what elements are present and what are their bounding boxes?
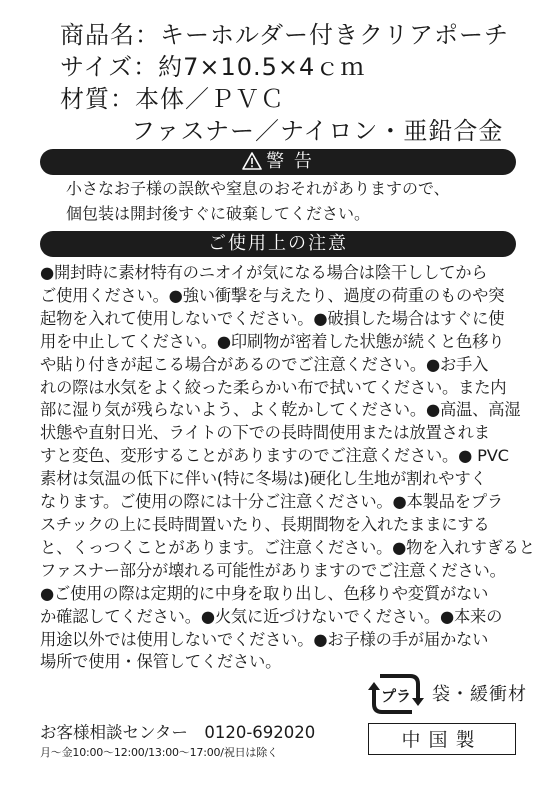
caution-line: すと変色、変形することがありますのでご注意ください。● PVC <box>40 446 509 466</box>
product-name: 商品名：キーホルダー付きクリアポーチ <box>60 21 510 49</box>
caution-line: スチックの上に長時間置いたり、長期間物を入れたままにする <box>40 514 490 534</box>
caution-line: ●ご使用の際は定期的に中身を取り出し、色移りや変質がない <box>40 583 489 603</box>
caution-line: なります。ご使用の際には十分ご注意ください。●本製品をプラ <box>40 492 503 512</box>
caution-line: と、くっつくことがあります。ご注意ください。●物を入れすぎると <box>40 537 535 557</box>
caution-line: 状態や直射日光、ライトの下での長時間使用または放置されま <box>40 423 490 443</box>
caution-heading: ご使用上の注意 <box>208 233 348 254</box>
caution-line: ●開封時に素材特有のニオイが気になる場合は陰干ししてから <box>40 263 488 282</box>
recycle-label: 袋・緩衝材 <box>432 684 527 705</box>
country-of-origin: 中国製 <box>368 723 516 755</box>
recycle-mark-text: プラ <box>380 687 412 705</box>
caution-line: 用途以外では使用しないでください。●お子様の手が届かない <box>40 629 489 649</box>
caution-line: か確認してください。●火気に近づけないでください。●本来の <box>40 606 503 626</box>
caution-line: 用を中止してください。●印刷物が密着した状態が続くと色移り <box>40 331 505 351</box>
caution-notes <box>40 262 535 674</box>
caution-line: 素材は気温の低下に伴い(特に冬場は)硬化し生地が割れやすく <box>40 469 487 489</box>
pura-recycle-mark-icon <box>368 670 424 718</box>
material-zipper: ファスナー／ナイロン・亜鉛合金 <box>131 117 504 145</box>
caution-line: ファスナー部分が壊れる可能性がありますのでご注意ください。 <box>40 560 506 580</box>
warning-triangle-icon <box>242 152 262 170</box>
warning-heading: 警 告 <box>266 151 314 172</box>
caution-line: 部に湿り気が残らないよう、よく乾かしてください。●高温、高湿 <box>40 400 521 420</box>
warning-line-2: 個包装は開封後すぐに破棄してください。 <box>66 204 371 223</box>
product-size: サイズ：約7×10.5×4ｃｍ <box>60 53 366 81</box>
caution-line: 起物を入れて使用しないでください。●破損した場合はすぐに使 <box>40 308 505 328</box>
material-main: 材質：本体／ＰＶＣ <box>60 85 285 113</box>
caution-line: 場所で使用・保管してください。 <box>40 652 282 672</box>
customer-center-hours: 月～金10:00～12:00/13:00～17:00/祝日は除く <box>40 746 278 759</box>
warning-line-1: 小さなお子様の誤飲や窒息のおそれがありますので、 <box>66 179 450 198</box>
caution-line: ご使用ください。●強い衝撃を与えたり、過度の荷重のものや突 <box>40 285 505 305</box>
caution-line: れの際は水気をよく絞った柔らかい布で拭いてください。また内 <box>40 377 507 397</box>
caution-heading-bar <box>40 231 516 257</box>
customer-center: お客様相談センター 0120-692020 <box>40 723 316 742</box>
caution-line: や貼り付きが起こる場合があるのでご注意ください。●お手入 <box>40 354 489 374</box>
warning-heading-bar <box>40 149 516 175</box>
